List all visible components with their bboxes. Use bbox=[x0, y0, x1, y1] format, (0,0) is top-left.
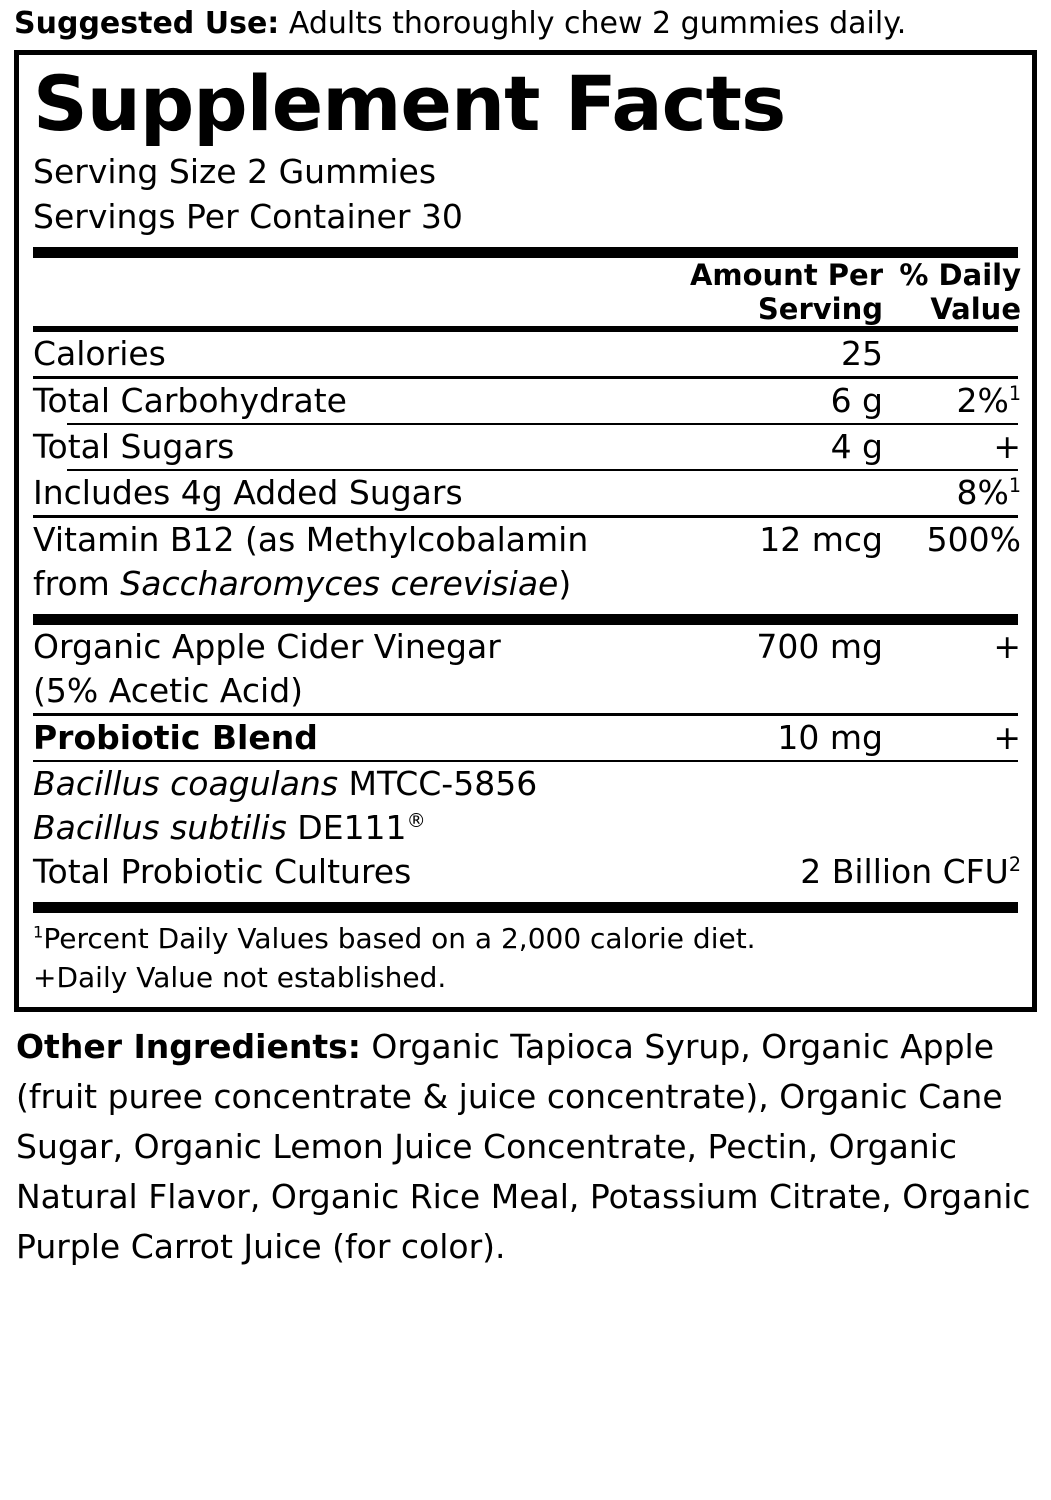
other-ingredients-text: Organic Tapioca Syrup, Organic Apple (fruit puree concentrate & juice concentrate), Organic Cane Sugar, Organic Lemon Juice Concentrate, Pectin, Organic Natural Flavor, Organic Rice Meal, Potassium Citrate, Organic Purple Carrot Juice (for color). bbox=[16, 1027, 1031, 1266]
header-dv-line2: Value bbox=[930, 292, 1021, 326]
table-row bbox=[33, 850, 1021, 894]
added-sugars-dv-footnote-marker: 1 bbox=[1008, 474, 1021, 497]
table-row bbox=[33, 716, 1021, 760]
row-probiotic-blend bbox=[33, 716, 1021, 760]
acv-line2: (5% Acetic Acid) bbox=[33, 671, 304, 710]
vitamin-b12-dv: 500% bbox=[926, 520, 1021, 559]
suggested-use-text: Adults thoroughly chew 2 gummies daily. bbox=[279, 6, 907, 41]
header-amount-line1: Amount Per bbox=[689, 258, 883, 292]
total-cultures-amount bbox=[668, 850, 1021, 894]
header-amount-line2: Serving bbox=[757, 292, 883, 326]
footnote-1 bbox=[33, 919, 1018, 958]
probiotic-blend-label: Probiotic Blend bbox=[33, 718, 318, 757]
strain-subtilis bbox=[33, 806, 668, 850]
row-vitamin-b12 bbox=[33, 518, 1021, 606]
table-row bbox=[33, 625, 1021, 713]
table-row bbox=[33, 471, 1021, 515]
panel-title: Supplement Facts bbox=[33, 59, 786, 148]
footnote-1-text: Percent Daily Values based on a 2,000 calorie diet. bbox=[43, 922, 756, 955]
header-daily-value bbox=[883, 258, 1021, 326]
other-ingredients bbox=[14, 1012, 1037, 1272]
row-apple-cider-vinegar bbox=[33, 625, 1021, 713]
serving-size: Serving Size 2 Gummies bbox=[33, 152, 437, 191]
total-sugars-dv: + bbox=[993, 427, 1021, 466]
header-amount-per-serving bbox=[668, 258, 883, 326]
probiotic-blend-amount: 10 mg bbox=[777, 718, 883, 757]
calories-label: Calories bbox=[33, 334, 166, 373]
vitamin-b12-amount: 12 mcg bbox=[759, 520, 883, 559]
added-sugars-amount bbox=[668, 471, 883, 515]
vitamin-b12-line1: Vitamin B12 (as Methylcobalamin bbox=[33, 520, 589, 559]
added-sugars-label: Includes 4g Added Sugars bbox=[33, 473, 463, 512]
total-sugars-label: Total Sugars bbox=[33, 427, 235, 466]
strain-coagulans-species: Bacillus coagulans bbox=[33, 764, 339, 803]
total-carb-dv bbox=[883, 379, 1021, 423]
vitamin-b12-line2 bbox=[33, 562, 668, 606]
total-carb-label: Total Carbohydrate bbox=[33, 381, 347, 420]
suggested-use-label: Suggested Use: bbox=[14, 6, 280, 41]
row-total-carbohydrate bbox=[33, 379, 1021, 423]
registered-trademark-icon: ® bbox=[406, 809, 426, 832]
total-carb-amount: 6 g bbox=[830, 381, 883, 420]
table-header-row bbox=[33, 258, 1021, 326]
table-row bbox=[33, 379, 1021, 423]
table-row bbox=[33, 332, 1021, 376]
table-row bbox=[33, 806, 1021, 850]
probiotic-strain-list bbox=[33, 762, 1021, 894]
total-cultures-amount-value: 2 Billion CFU bbox=[800, 852, 1009, 891]
acv-amount: 700 mg bbox=[756, 627, 883, 666]
strain-coagulans-amount bbox=[668, 762, 883, 806]
added-sugars-dv-value: 8% bbox=[956, 473, 1009, 512]
strain-subtilis-amount bbox=[668, 806, 883, 850]
calories-dv bbox=[883, 332, 1021, 376]
added-sugars-dv bbox=[883, 471, 1021, 515]
acv-dv: + bbox=[993, 627, 1021, 666]
suggested-use-line bbox=[14, 0, 1037, 46]
strain-coagulans-code: MTCC-5856 bbox=[338, 764, 538, 803]
total-carb-dv-value: 2% bbox=[956, 381, 1009, 420]
supplement-facts-panel bbox=[14, 50, 1037, 1012]
header-blank bbox=[33, 258, 668, 326]
total-cultures-label: Total Probiotic Cultures bbox=[33, 852, 412, 891]
header-dv-line1: % Daily bbox=[899, 258, 1021, 292]
acv-line1: Organic Apple Cider Vinegar bbox=[33, 627, 501, 666]
footnote-1-marker: 1 bbox=[33, 922, 44, 942]
probiotic-blend-dv: + bbox=[993, 718, 1021, 757]
divider-thick-middle bbox=[33, 614, 1018, 625]
strain-coagulans bbox=[33, 762, 668, 806]
footnotes bbox=[33, 913, 1018, 997]
strain-coagulans-dv bbox=[883, 762, 1021, 806]
facts-header-table bbox=[33, 258, 1021, 326]
strain-subtilis-species: Bacillus subtilis bbox=[33, 808, 287, 847]
divider-thick-top bbox=[33, 247, 1018, 258]
row-calories bbox=[33, 332, 1021, 376]
vitamin-b12-label bbox=[33, 518, 668, 606]
total-sugars-amount: 4 g bbox=[830, 427, 883, 466]
calories-amount: 25 bbox=[841, 334, 883, 373]
row-added-sugars bbox=[33, 471, 1021, 515]
table-row bbox=[33, 425, 1021, 469]
footnote-2-text: +Daily Value not established. bbox=[33, 961, 447, 994]
divider-thick-bottom bbox=[33, 902, 1018, 913]
vitamin-b12-from: from bbox=[33, 564, 121, 603]
vitamin-b12-species: Saccharomyces cerevisiae bbox=[120, 564, 559, 603]
strain-subtilis-code: DE111 bbox=[286, 808, 407, 847]
total-cultures-footnote-marker: 2 bbox=[1008, 853, 1021, 876]
acv-label bbox=[33, 625, 668, 713]
servings-per-container: Servings Per Container 30 bbox=[33, 197, 463, 236]
total-carb-dv-footnote-marker: 1 bbox=[1008, 382, 1021, 405]
other-ingredients-label: Other Ingredients: bbox=[16, 1027, 361, 1066]
strain-subtilis-dv bbox=[883, 806, 1021, 850]
row-total-sugars bbox=[33, 425, 1021, 469]
footnote-2 bbox=[33, 958, 1018, 997]
table-row bbox=[33, 762, 1021, 806]
vitamin-b12-paren: ) bbox=[558, 564, 572, 603]
table-row bbox=[33, 518, 1021, 606]
